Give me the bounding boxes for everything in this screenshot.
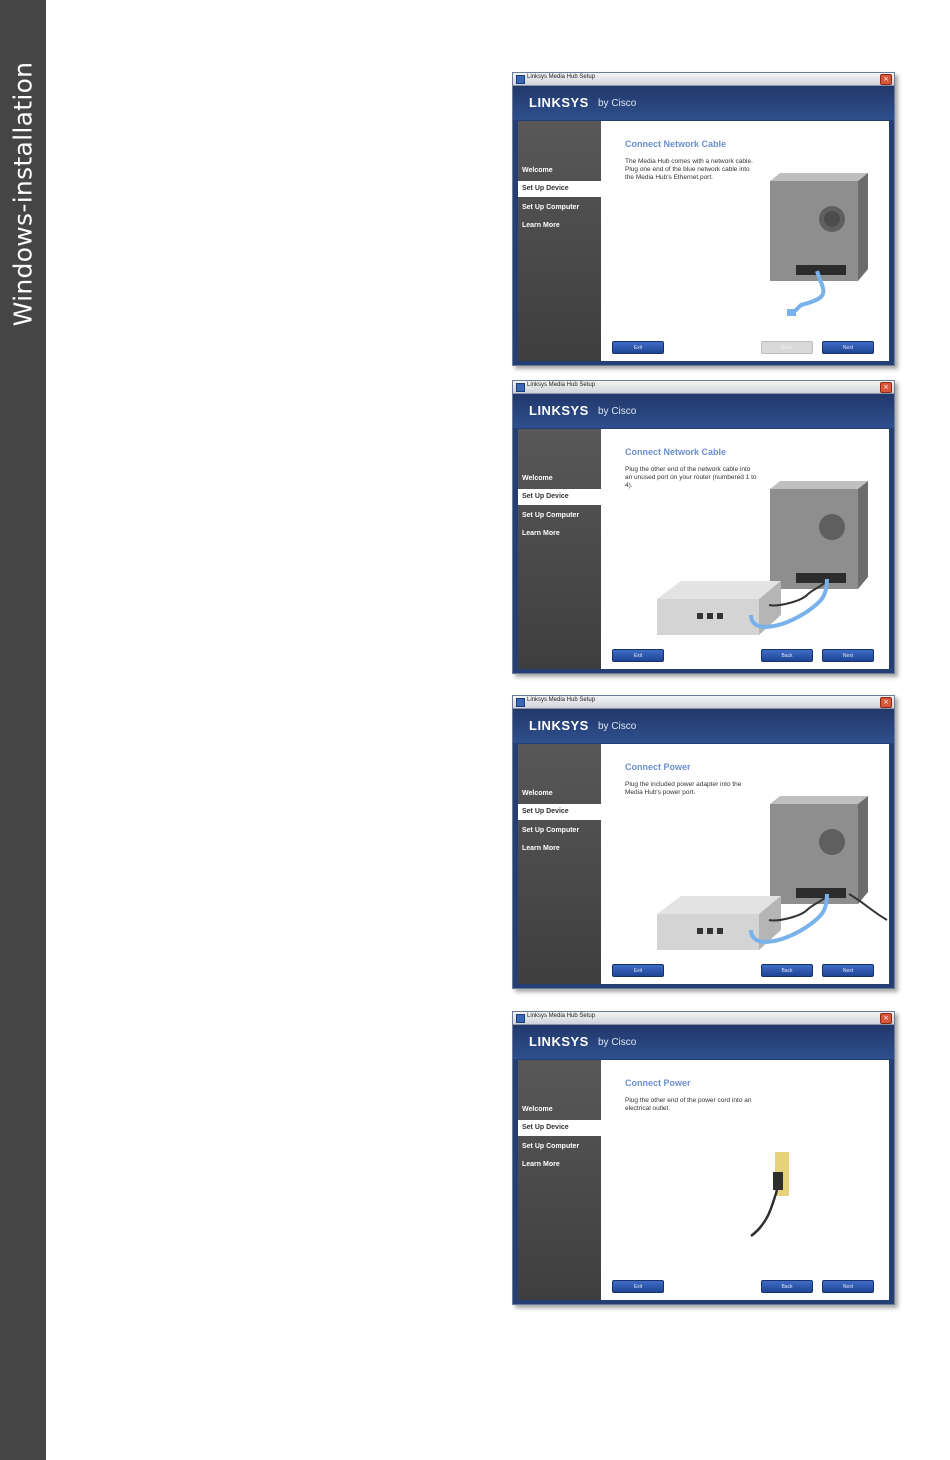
brand-header xyxy=(513,1025,894,1059)
nav-item-learn-more[interactable]: Learn More xyxy=(522,845,560,852)
step-heading: Connect Network Cable xyxy=(625,447,727,457)
app-icon xyxy=(516,698,525,707)
step-description: Plug the other end of the power cord into an electrical outlet. xyxy=(625,1097,752,1112)
window-title: Linksys Media Hub Setup xyxy=(527,1013,596,1019)
cisco-logo: by Cisco xyxy=(598,406,637,417)
step-description: Plug the other end of the network cable into an unused port on your router (numbered 1 to 4). xyxy=(625,466,757,489)
step-description: The Media Hub comes with a network cable. Plug one end of the blue network cable into the Media Hub's Ethernet port. xyxy=(625,158,753,181)
next-button[interactable]: Next xyxy=(822,1280,874,1293)
section-title: Windows-installation xyxy=(8,61,38,327)
cisco-logo: by Cisco xyxy=(598,98,637,109)
brand-header xyxy=(513,394,894,428)
wizard-content xyxy=(601,121,889,361)
window-title: Linksys Media Hub Setup xyxy=(527,382,596,388)
wizard-nav xyxy=(518,744,601,984)
next-button[interactable]: Next xyxy=(822,964,874,977)
wizard-content xyxy=(601,429,889,669)
cisco-logo: by Cisco xyxy=(598,721,637,732)
back-button[interactable]: Back xyxy=(761,341,813,354)
wizard-nav xyxy=(518,429,601,669)
nav-item-setup-computer[interactable]: Set Up Computer xyxy=(522,827,580,834)
window-title: Linksys Media Hub Setup xyxy=(527,74,596,80)
app-icon xyxy=(516,75,525,84)
close-button[interactable]: × xyxy=(880,74,892,85)
next-button[interactable]: Next xyxy=(822,649,874,662)
linksys-logo: LINKSYS xyxy=(529,403,589,418)
nav-item-welcome[interactable]: Welcome xyxy=(522,475,553,482)
close-button[interactable]: × xyxy=(880,382,892,393)
exit-button[interactable]: Exit xyxy=(612,341,664,354)
setup-wizard-screenshot-1 xyxy=(512,72,895,366)
linksys-logo: LINKSYS xyxy=(529,718,589,733)
nav-item-setup-computer[interactable]: Set Up Computer xyxy=(522,512,580,519)
step-description: Plug the included power adapter into the Media Hub's power port. xyxy=(625,781,742,796)
close-button[interactable]: × xyxy=(880,1013,892,1024)
media-hub-cable-illustration xyxy=(601,121,889,361)
nav-item-welcome[interactable]: Welcome xyxy=(522,1106,553,1113)
back-button[interactable]: Back xyxy=(761,964,813,977)
router-connection-illustration xyxy=(601,429,889,669)
exit-button[interactable]: Exit xyxy=(612,1280,664,1293)
back-button[interactable]: Back xyxy=(761,649,813,662)
exit-button[interactable]: Exit xyxy=(612,649,664,662)
app-icon xyxy=(516,383,525,392)
setup-wizard-screenshot-3 xyxy=(512,695,895,989)
brand-header xyxy=(513,86,894,120)
wizard-nav xyxy=(518,121,601,361)
nav-item-learn-more[interactable]: Learn More xyxy=(522,530,560,537)
wizard-content xyxy=(601,744,889,984)
window-titlebar xyxy=(513,1012,894,1025)
step-heading: Connect Power xyxy=(625,762,691,772)
close-button[interactable]: × xyxy=(880,697,892,708)
nav-item-setup-device[interactable]: Set Up Device xyxy=(518,804,601,820)
cisco-logo: by Cisco xyxy=(598,1037,637,1048)
exit-button[interactable]: Exit xyxy=(612,964,664,977)
nav-item-setup-device[interactable]: Set Up Device xyxy=(518,181,601,197)
power-outlet-illustration xyxy=(601,1060,889,1300)
nav-item-learn-more[interactable]: Learn More xyxy=(522,1161,560,1168)
nav-item-setup-device[interactable]: Set Up Device xyxy=(518,1120,601,1136)
wizard-content xyxy=(601,1060,889,1300)
step-heading: Connect Power xyxy=(625,1078,691,1088)
setup-wizard-screenshot-4 xyxy=(512,1011,895,1305)
window-titlebar xyxy=(513,381,894,394)
linksys-logo: LINKSYS xyxy=(529,95,589,110)
window-titlebar xyxy=(513,696,894,709)
wizard-nav xyxy=(518,1060,601,1300)
setup-wizard-screenshot-2 xyxy=(512,380,895,674)
window-titlebar xyxy=(513,73,894,86)
section-sidebar-strip xyxy=(0,0,46,1460)
next-button[interactable]: Next xyxy=(822,341,874,354)
step-heading: Connect Network Cable xyxy=(625,139,727,149)
app-icon xyxy=(516,1014,525,1023)
nav-item-setup-computer[interactable]: Set Up Computer xyxy=(522,204,580,211)
brand-header xyxy=(513,709,894,743)
nav-item-setup-device[interactable]: Set Up Device xyxy=(518,489,601,505)
nav-item-welcome[interactable]: Welcome xyxy=(522,167,553,174)
window-title: Linksys Media Hub Setup xyxy=(527,697,596,703)
nav-item-learn-more[interactable]: Learn More xyxy=(522,222,560,229)
linksys-logo: LINKSYS xyxy=(529,1034,589,1049)
nav-item-welcome[interactable]: Welcome xyxy=(522,790,553,797)
power-adapter-illustration xyxy=(601,744,889,984)
back-button[interactable]: Back xyxy=(761,1280,813,1293)
nav-item-setup-computer[interactable]: Set Up Computer xyxy=(522,1143,580,1150)
